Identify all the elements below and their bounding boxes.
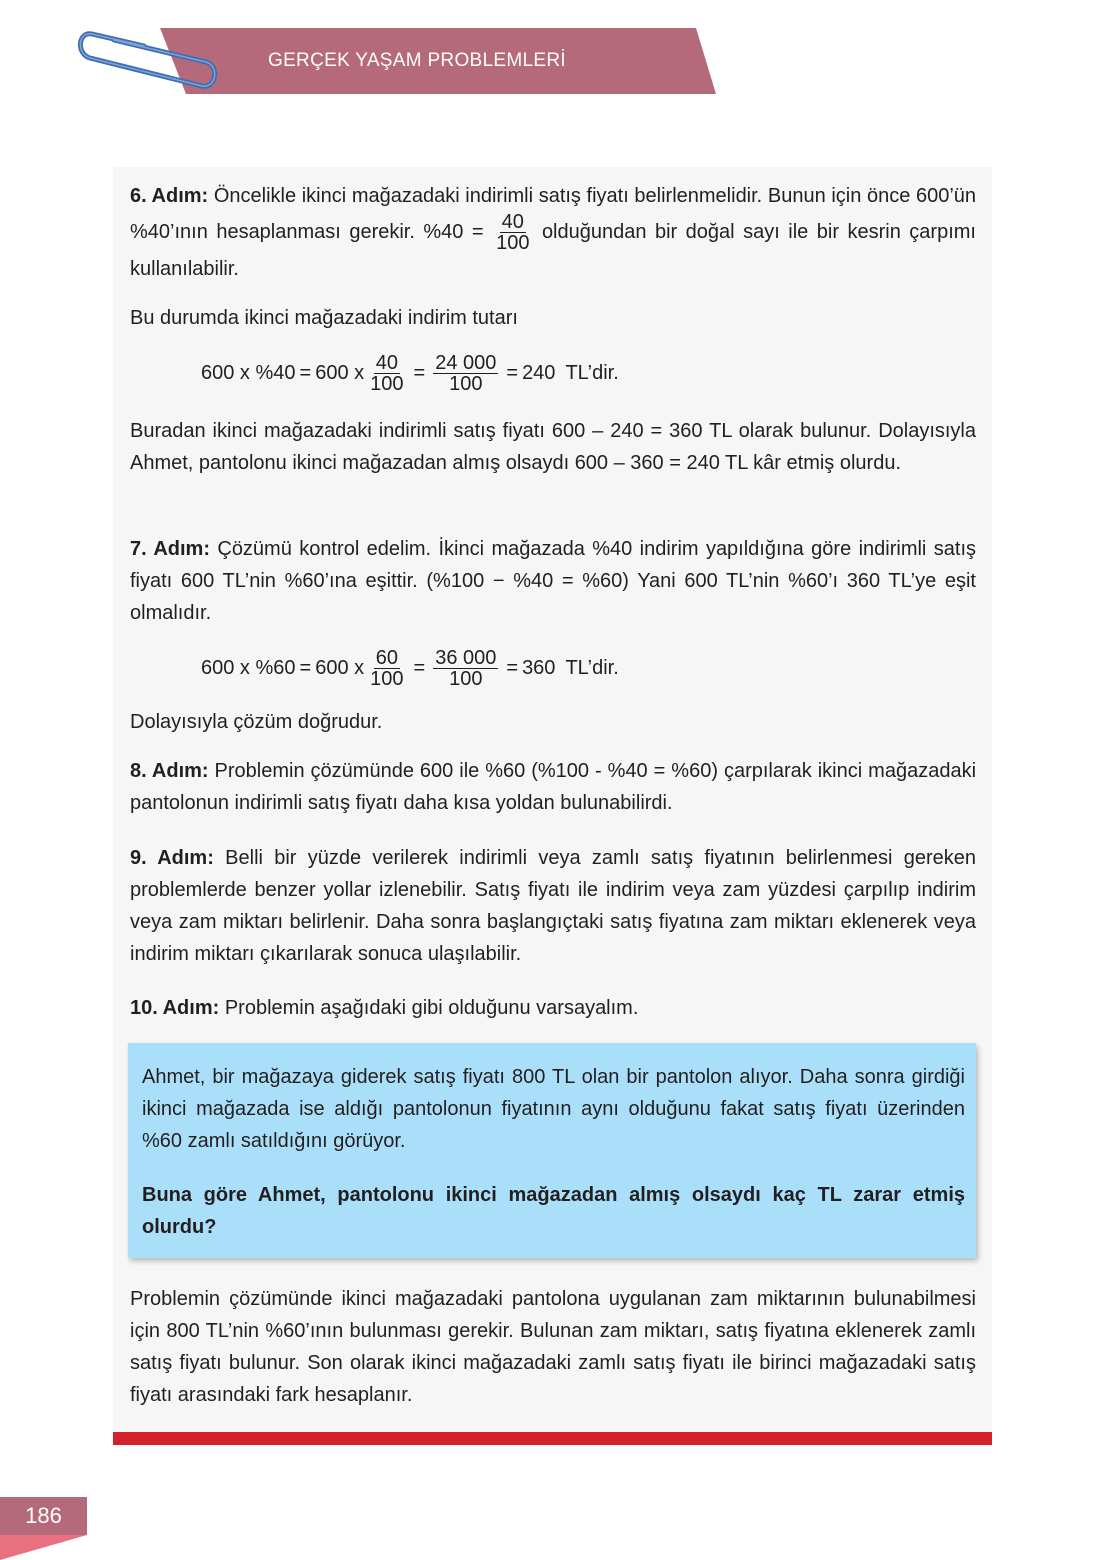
step-6-label: 6. Adım: xyxy=(130,185,209,207)
discount-intro: Bu durumda ikinci mağazadaki indirim tutarı xyxy=(130,307,518,329)
step-8-label: 8. Adım: xyxy=(130,760,209,782)
fraction: $\frac{24 000}{100}$ xyxy=(435,351,497,395)
final-paragraph: Problemin çözümünde ikinci mağazadaki pantolona uygulanan zam miktarının bulunabilmesi için 800 TL’nin %60’ının bulunması gerekir. Bulunan zam miktarı, satış fiyatına eklenerek zamlı satış fiyatı bulunur. Son olarak ikinci mağazadaki zamlı satış fiyatı ile birinci mağazadaki satış fiyatı arasındaki fark hesaplanır. xyxy=(130,1288,976,1406)
fraction: $\frac{60}{100}$ xyxy=(370,646,404,690)
bottom-accent-bar xyxy=(113,1432,992,1445)
result-paragraph: Buradan ikinci mağazadaki indirimli satış fiyatı 600 – 240 = 360 TL olarak bulunur. Dolayısıyla Ahmet, pantolonu ikinci mağazadan almış olsaydı 600 – 360 = 240 TL kâr etmiş olurdu. xyxy=(130,420,976,474)
step-6-paragraph: 6. Adım: Öncelikle ikinci mağazadaki indirimli satış fiyatı belirlenmelidir. Bunun için önce 600’ün %40’ının hesaplanması gerekir. %40 = $\frac{40}{100}$ olduğundan bir doğal sayı ile bir kesrin çarpımı kullanılabilir. xyxy=(130,185,977,280)
paperclip-icon xyxy=(74,24,224,94)
equation-discount: 600 x %40 = 600 x $\frac{40}{100}$ = $\frac{24 000}{100}$ = 240 TL’dir. xyxy=(201,351,619,395)
step-10-label: 10. Adım: xyxy=(130,997,220,1019)
section-banner xyxy=(160,28,716,94)
fraction: $\frac{36 000}{100}$ xyxy=(435,646,497,690)
problem-question: Buna göre Ahmet, pantolonu ikinci mağazadan almış olsaydı kaç TL zarar etmiş olurdu? xyxy=(142,1184,965,1238)
step-7-paragraph: 7. Adım: Çözümü kontrol edelim. İkinci mağazada %40 indirim yapıldığına göre indirimli satış fiyatı 600 TL’nin %60’ına eşittir. (%100 − %40 = %60) Yani 600 TL’nin %60’ı 360 TL’ye eşit olmalıdır. xyxy=(130,538,976,624)
problem-box xyxy=(128,1043,976,1258)
step-9-paragraph: 9. Adım: Belli bir yüzde verilerek indirimli veya zamlı satış fiyatının belirlenmesi gereken problemlerde benzer yollar izlenebilir. Satış fiyatı ile indirim veya zam yüzdesi çarpılıp indirim veya zam miktarı belirlenir. Daha sonra başlangıçtaki satış fiyatına zam miktarı eklenerek veya indirim miktarı çıkarılarak sonuca ulaşılabilir. xyxy=(130,847,976,965)
conclusion-text: Dolayısıyla çözüm doğrudur. xyxy=(130,711,383,733)
fraction: $\frac{40}{100}$ xyxy=(370,351,404,395)
step-8-paragraph: 8. Adım: Problemin çözümünde 600 ile %60 (%100 - %40 = %60) çarpılarak ikinci mağazadaki pantolonun indirimli satış fiyatı daha kısa yoldan bulunabilirdi. xyxy=(130,760,977,814)
fraction-40-100: $\frac{40}{100}$ xyxy=(496,211,530,254)
step-7-label: 7. Adım: xyxy=(130,538,210,560)
page-number-tab-shape xyxy=(0,1535,87,1560)
problem-statement: Ahmet, bir mağazaya giderek satış fiyatı 800 TL olan bir pantolon alıyor. Daha sonra girdiği ikinci mağazada ise aldığı pantolonun fiyatının aynı olduğunu fakat satış fiyatı üzerinden %60 zamlı satıldığını görüyor. xyxy=(142,1066,965,1152)
step-9-label: 9. Adım: xyxy=(130,847,214,869)
equation-check: 600 x %60 = 600 x $\frac{60}{100}$ = $\frac{36 000}{100}$ = 360 TL’dir. xyxy=(201,646,619,690)
page-number: 186 xyxy=(0,1497,87,1535)
section-title: GERÇEK YAŞAM PROBLEMLERİ xyxy=(268,50,566,71)
step-10-paragraph: 10. Adım: Problemin aşağıdaki gibi olduğunu varsayalım. xyxy=(130,997,639,1019)
